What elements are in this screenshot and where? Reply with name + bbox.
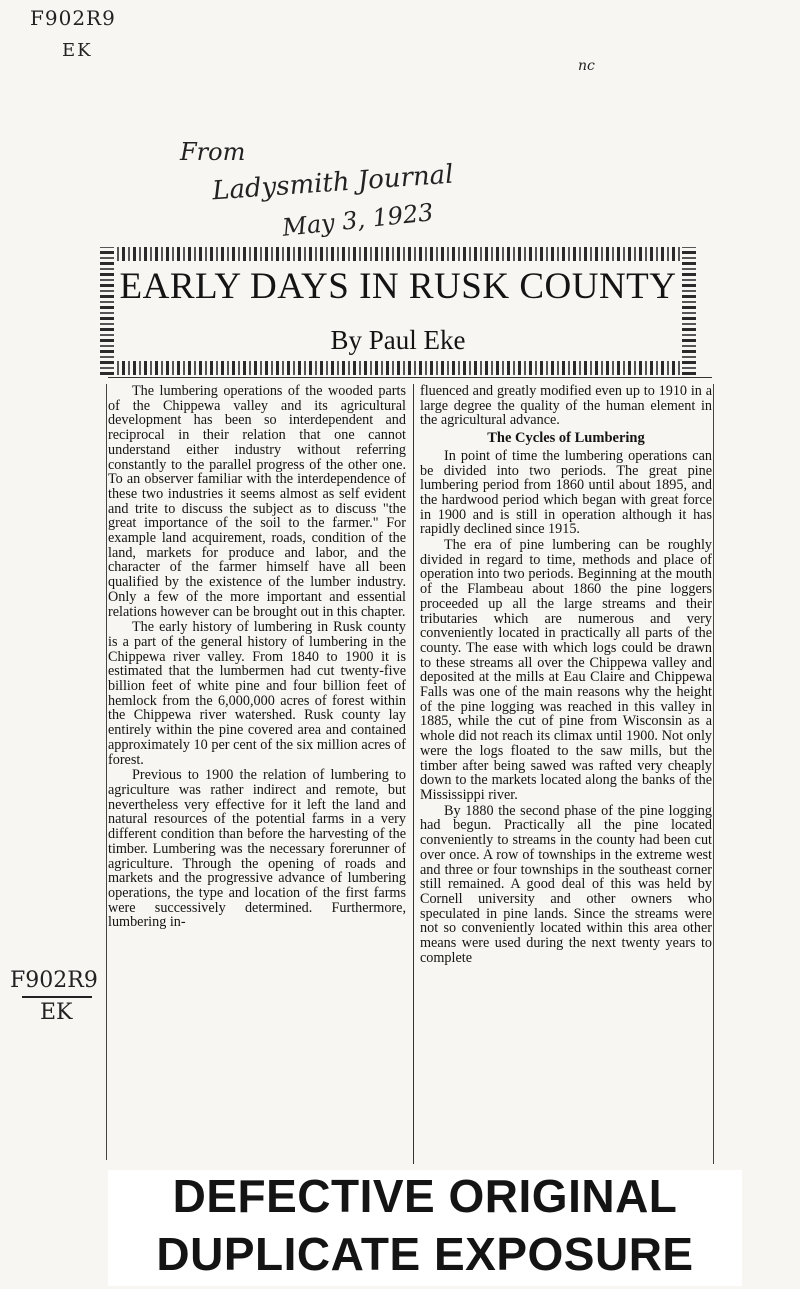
paragraph: By 1880 the second phase of the pine logging had begun. Practically all the pine located conveniently to streams in the county had been cut over once. A row of townships in the extreme west and three or four townships in the southeast corner still remained. A good deal of this was held by Cornell university and other owners who speculated in pine lands. Since the streams were not so conveniently located within this area other means were used during the next twenty years to complete bbox=[420, 802, 712, 966]
handwritten-reference-margin: F902R9 bbox=[10, 968, 98, 993]
column-left-rule bbox=[106, 384, 107, 1160]
section-heading: The Cycles of Lumbering bbox=[487, 430, 645, 447]
article-title: EARLY DAYS IN RUSK COUNTY bbox=[119, 266, 677, 307]
handwritten-source-from: From bbox=[180, 138, 246, 166]
article-column-1 bbox=[108, 384, 406, 1160]
handwritten-underline bbox=[22, 996, 92, 998]
handwritten-source-paper: Ladysmith Journal bbox=[211, 159, 455, 207]
defect-stamp-line-2: DUPLICATE EXPOSURE bbox=[108, 1228, 742, 1286]
defect-stamp-line-1: DEFECTIVE ORIGINAL bbox=[108, 1170, 742, 1228]
paragraph: The lumbering operations of the wooded parts of the Chippewa valley and its agricultural development has been so interdependent and reciprocal in their relation that one cannot understand either industry without referring constantly to the parallel progress of the other one. To an observer familiar with the interdependence of these two industries it seems almost as self evident and trite to discuss the subject as to discuss "the great importance of the soil to the farmer." For example land acquirement, roads, condition of the land, markets for produce and labor, and the character of the farmer himself have all been qualified by the existence of the lumber industry. Only a few of the more important and essential relations however can be brought out in this chapter. bbox=[108, 384, 406, 620]
frame-border-bottom bbox=[100, 361, 696, 375]
handwritten-corner-mark: nc bbox=[578, 58, 595, 74]
paragraph: Previous to 1900 the relation of lumbering to agriculture was rather indirect and remote, but nevertheless very effective for it left the land and natural resources of the potential farms in a very different condition than before the harvesting of the timber. Lumbering was the necessary forerunner of agriculture. Through the opening of roads and markets and the progressive advance of lumbering operations, the type and location of the first farms were successively determined. Furthermore, lumbering in- bbox=[108, 767, 406, 931]
column-divider bbox=[413, 384, 414, 1164]
frame-border-top bbox=[100, 247, 696, 261]
handwritten-initials-top: EK bbox=[62, 40, 93, 61]
title-ornamental-frame bbox=[100, 247, 696, 375]
handwritten-reference-top: F902R9 bbox=[30, 6, 116, 30]
handwritten-source-date: May 3, 1923 bbox=[280, 198, 435, 242]
paragraph: The early history of lumbering in Rusk county is a part of the general history of lumbering in the Chippewa river valley. From 1840 to 1900 it is estimated that the lumbermen had cut twenty-five billion feet of white pine and four billion feet of hemlock from the 6,000,000 acres of forest within the Chippewa river watershed. Rusk county lay entirely within the pine covered area and contained approximately 10 per cent of the six million acres of forest. bbox=[108, 619, 406, 768]
paragraph: The era of pine lumbering can be roughly divided in regard to time, methods and place of operation into two periods. Beginning at the mouth of the Flambeau about 1860 the pine loggers proceeded up all the large streams and their tributaries which are numerous and very conveniently located in practically all parts of the county. The ease with which logs could be drawn to these streams all over the Chippewa valley and deposited at the mills at Eau Claire and Chippewa Falls was one of the main reasons why the height of the pine logging was reached in this valley in 1885, while the cut of pine from Wisconsin as a whole did not reach its climax until 1900. Not only were the logs floated to the saw mills, but the timber after being sawed was rafted very cheaply down to the markets located along the banks of the Mississippi river. bbox=[420, 537, 712, 803]
column-top-rule bbox=[108, 377, 712, 378]
column-right-rule bbox=[713, 384, 714, 1164]
article-byline: By Paul Eke bbox=[330, 325, 466, 355]
handwritten-initials-margin: EK bbox=[40, 1000, 73, 1025]
paragraph: In point of time the lumbering operations can be divided into two periods. The great pine lumbering period from 1860 until about 1895, and the hardwood period which began with great force in 1900 and is still in operation although it has rapidly declined since 1915. bbox=[420, 447, 712, 538]
paragraph-continued: fluenced and greatly modified even up to 1910 in a large degree the quality of the human element in the agricultural advance. bbox=[420, 384, 712, 429]
article-column-2 bbox=[420, 384, 712, 1164]
